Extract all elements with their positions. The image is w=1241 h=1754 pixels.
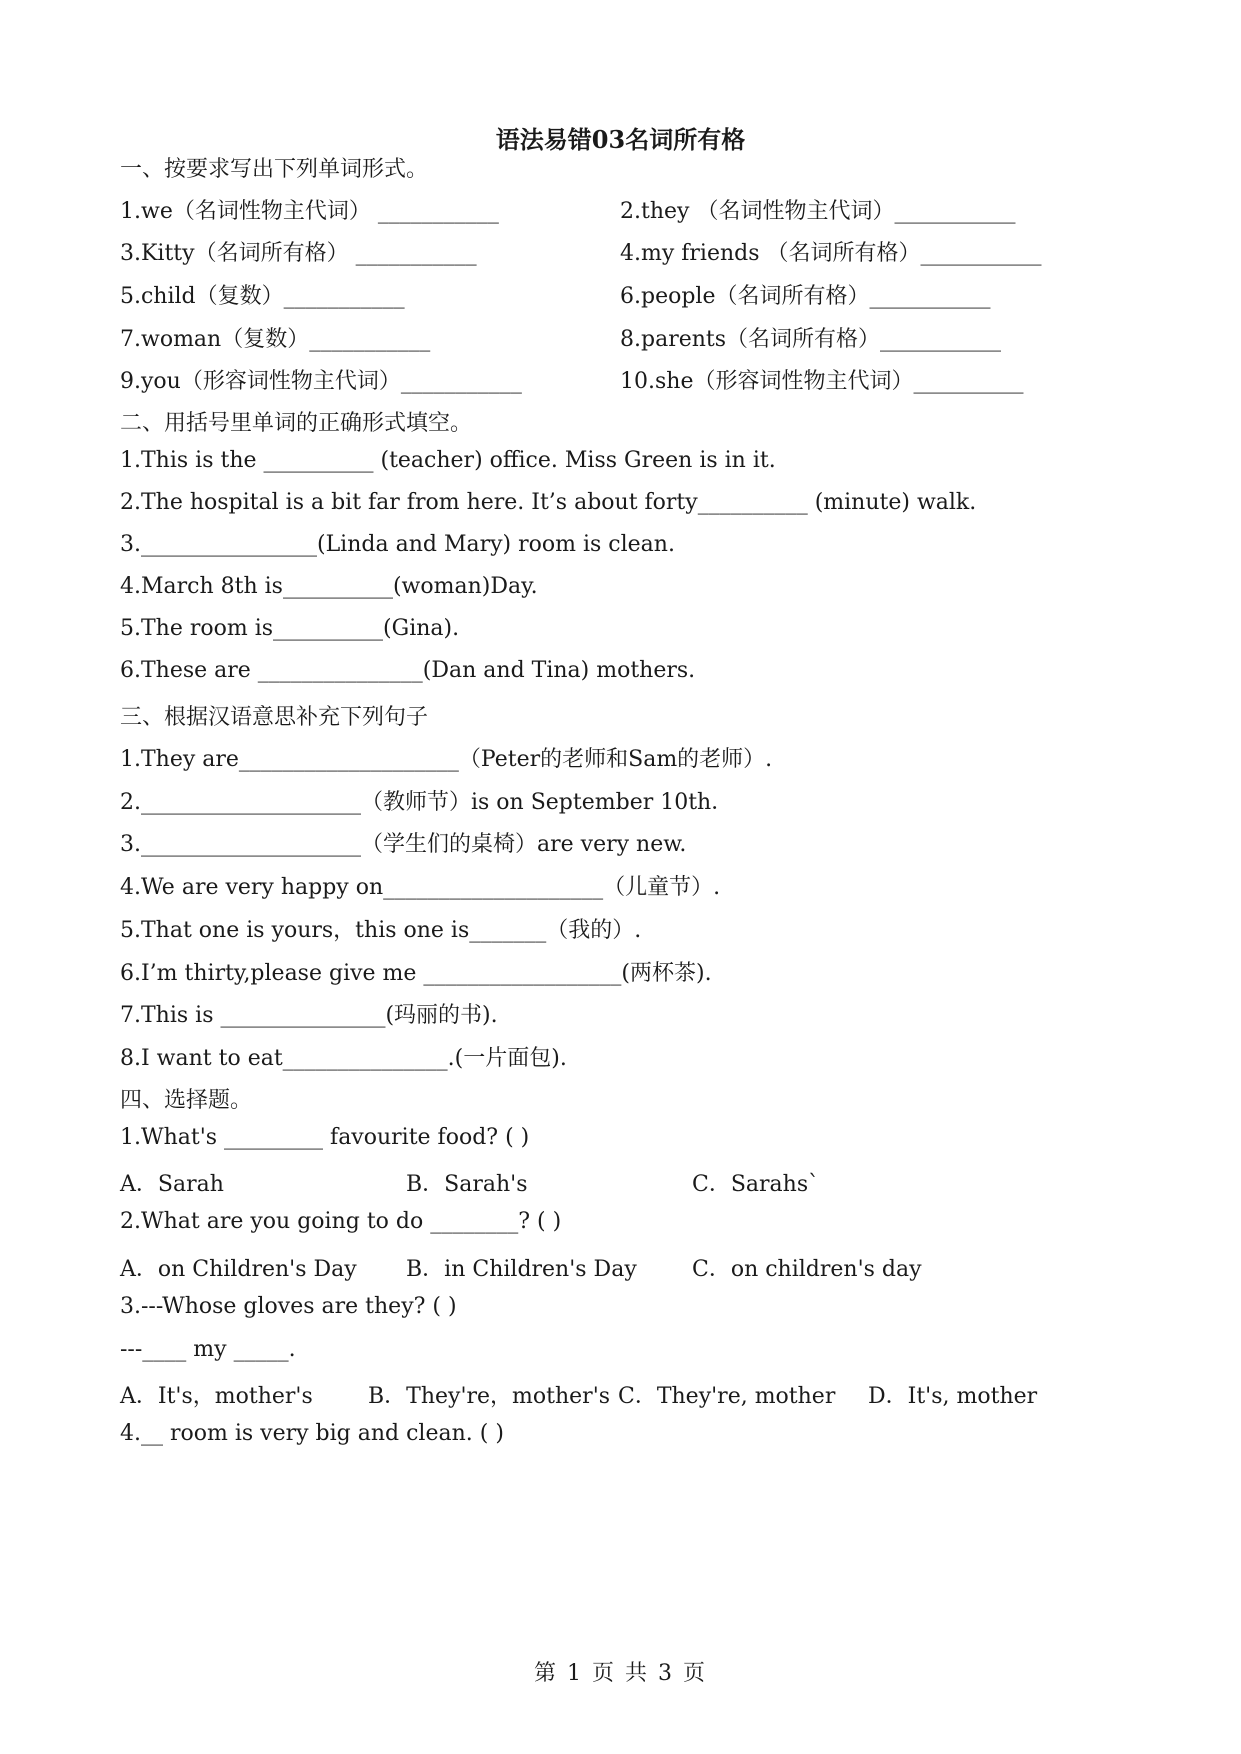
- sec1-item-8: 8.parents（名词所有格）___________: [620, 327, 1002, 352]
- document-title: 语法易错03名词所有格: [495, 125, 746, 154]
- sec1-item-10: 10.she（形容词性物主代词）__________: [620, 369, 1024, 394]
- sec3-item-6: 6.I’m thirty,please give me __________________(两杯茶).: [120, 961, 712, 986]
- sec1-item-1: 1.we（名词性物主代词） ___________: [120, 199, 499, 224]
- question-1: 1.What's _________ favourite food? ( ): [120, 1125, 530, 1150]
- sec2-item-3: 3.________________(Linda and Mary) room is clean.: [120, 532, 675, 557]
- sec3-item-5: 5.That one is yours，this one is_______（我的）.: [120, 918, 642, 943]
- q3-option-a: A．It's，mother's: [120, 1384, 313, 1409]
- q1-option-a: A．Sarah: [120, 1172, 224, 1197]
- sec1-item-7: 7.woman（复数）___________: [120, 327, 431, 352]
- sec2-item-4: 4.March 8th is__________(woman)Day.: [120, 574, 538, 599]
- sec1-item-9: 9.you（形容词性物主代词）___________: [120, 369, 522, 394]
- question-3-line-2: ---____ my _____.: [120, 1337, 296, 1362]
- sec1-item-6: 6.people（名词所有格）___________: [620, 284, 991, 309]
- sec3-item-3: 3.____________________（学生们的桌椅）are very new.: [120, 832, 687, 857]
- q3-option-b: B．They're，mother's: [368, 1384, 611, 1409]
- sec3-item-1: 1.They are____________________（Peter的老师和Sam的老师）.: [120, 747, 773, 772]
- q2-option-a: A．on Children's Day: [120, 1257, 357, 1282]
- q2-option-b: B．in Children's Day: [406, 1257, 637, 1282]
- sec2-item-5: 5.The room is__________(Gina).: [120, 616, 460, 641]
- sec1-item-5: 5.child（复数）___________: [120, 284, 405, 309]
- sec2-item-2: 2.The hospital is a bit far from here. It’s about forty__________ (minute) walk.: [120, 490, 977, 515]
- sec1-item-3: 3.Kitty（名词所有格） ___________: [120, 241, 477, 266]
- question-3: 3.---Whose gloves are they? ( ): [120, 1294, 457, 1319]
- sec3-item-8: 8.I want to eat_______________.(一片面包).: [120, 1046, 567, 1071]
- q3-option-c: C．They're, mother: [618, 1384, 836, 1409]
- sec3-item-4: 4.We are very happy on____________________（儿童节）.: [120, 875, 721, 900]
- question-4: 4.__ room is very big and clean. ( ): [120, 1421, 504, 1446]
- q1-option-b: B．Sarah's: [406, 1172, 528, 1197]
- question-2: 2.What are you going to do ________? ( ): [120, 1209, 562, 1234]
- q1-option-c: C．Sarahs`: [692, 1172, 820, 1197]
- sec2-item-6: 6.These are _______________(Dan and Tina) mothers.: [120, 658, 696, 683]
- sec2-item-1: 1.This is the __________ (teacher) office. Miss Green is in it.: [120, 448, 776, 473]
- page-number: 第 1 页 共 3 页: [534, 1661, 707, 1686]
- sec1-item-2: 2.they （名词性物主代词）___________: [620, 199, 1016, 224]
- section-4-heading: 四、选择题。: [120, 1088, 253, 1113]
- q2-option-c: C．on children's day: [692, 1257, 922, 1282]
- sec3-item-2: 2.____________________（教师节）is on September 10th．: [120, 790, 734, 815]
- section-1-heading: 一、按要求写出下列单词形式。: [120, 157, 429, 182]
- section-3-heading: 三、根据汉语意思补充下列句子: [120, 705, 429, 730]
- sec3-item-7: 7.This is _______________(玛丽的书).: [120, 1003, 498, 1028]
- sec1-item-4: 4.my friends （名词所有格）___________: [620, 241, 1042, 266]
- q3-option-d: D．It's, mother: [868, 1384, 1038, 1409]
- section-2-heading: 二、用括号里单词的正确形式填空。: [120, 411, 473, 436]
